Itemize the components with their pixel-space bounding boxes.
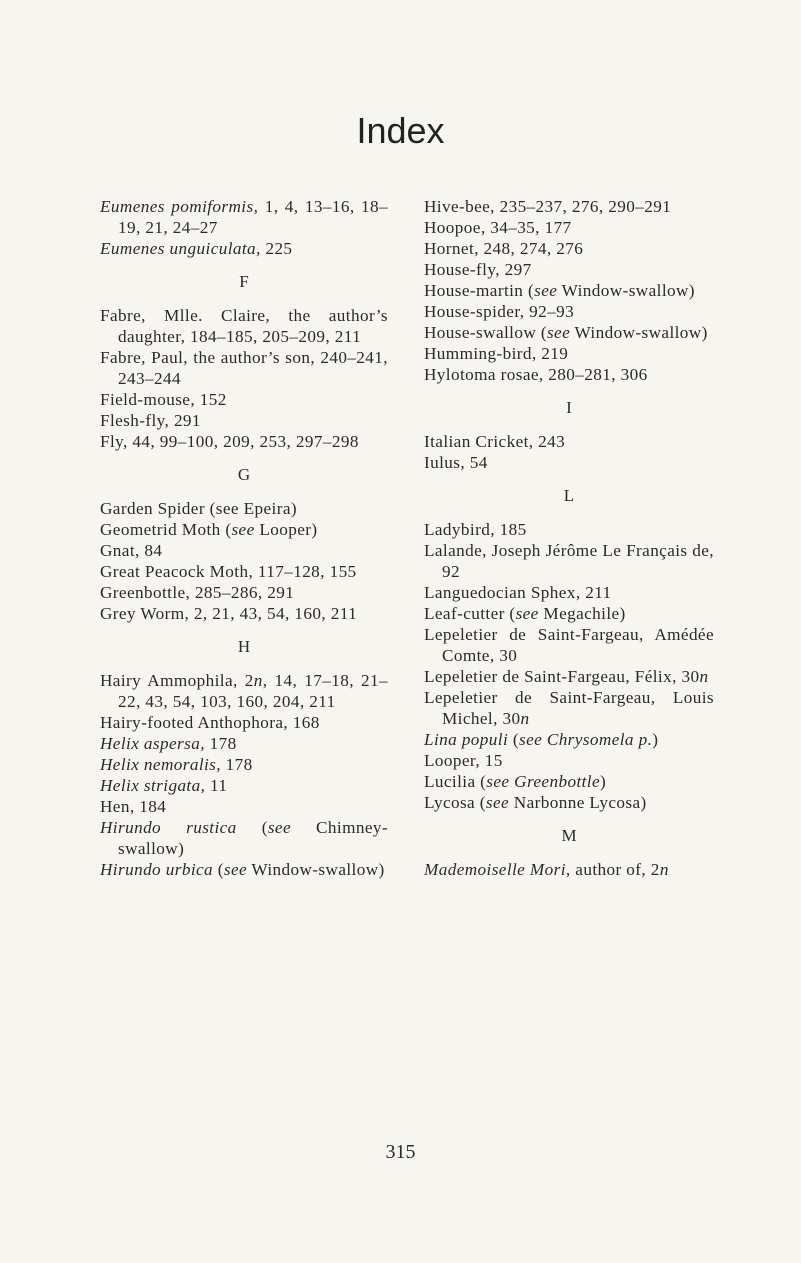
index-entry — [100, 859, 388, 880]
index-entry — [100, 431, 388, 452]
section-letter: G — [237, 465, 251, 484]
index-entry — [424, 603, 714, 624]
index-entry — [424, 364, 714, 385]
index-entry — [424, 687, 714, 729]
index-column-right — [424, 196, 714, 880]
entry-text: Hive-bee, 235–237, 276, 290–291 — [424, 197, 672, 216]
entry-text: Fly, 44, 99–100, 209, 253, 297–298 — [100, 432, 359, 451]
entry-text: Window-swallow) — [570, 323, 708, 342]
index-entry — [424, 280, 714, 301]
entry-text: House-fly, 297 — [424, 260, 532, 279]
index-entry — [100, 389, 388, 410]
entry-text: Chimney-swallow) — [118, 818, 388, 858]
index-entry — [100, 196, 388, 238]
entry-text: Ladybird, 185 — [424, 520, 527, 539]
entry-text: Hairy Ammophila, 2 — [100, 671, 254, 690]
entry-text: Hornet, 248, 274, 276 — [424, 239, 584, 258]
entry-text: Italian Cricket, 243 — [424, 432, 566, 451]
entry-text: Great Peacock Moth, 117–128, 155 — [100, 562, 357, 581]
entry-text: Garden Spider (see Epeira) — [100, 499, 297, 518]
index-entry — [424, 217, 714, 238]
page-number: 315 — [385, 1141, 416, 1163]
entry-text: Hirundo urbica — [100, 860, 214, 879]
index-entry — [100, 519, 388, 540]
entry-text: see — [267, 818, 291, 837]
index-entry — [424, 343, 714, 364]
entry-text: Megachile) — [538, 604, 626, 623]
index-entry — [424, 792, 714, 813]
entry-text: Window-swallow) — [247, 860, 385, 879]
entry-text: Helix aspersa, — [100, 734, 205, 753]
entry-text: Looper) — [254, 520, 318, 539]
entry-text: Fabre, Mlle. Claire, the author’s daughter, 184–185, 205–209, 211 — [100, 306, 388, 346]
index-entry — [100, 817, 388, 859]
entry-text: Mademoiselle Mori, — [424, 860, 571, 879]
entry-text: Lucilia ( — [424, 772, 487, 791]
entry-text: Eumenes pomiformis, — [100, 197, 259, 216]
entry-text: Lalande, Joseph Jérôme Le Français de, 92 — [424, 541, 714, 581]
entry-text: Looper, 15 — [424, 751, 503, 770]
entry-text: Window-swallow) — [557, 281, 695, 300]
entry-text: see Greenbottle — [486, 772, 600, 791]
entry-text: Hirundo rustica — [100, 818, 237, 837]
entry-text: see — [515, 604, 539, 623]
entry-text: see — [223, 860, 248, 879]
entry-text: 178 — [220, 755, 253, 774]
entry-text: n — [520, 709, 530, 728]
entry-text: Field-mouse, 152 — [100, 390, 227, 409]
entry-text: Hairy-footed Anthophora, 168 — [100, 713, 320, 732]
index-entry — [424, 582, 714, 603]
index-entry — [424, 519, 714, 540]
section-letter: M — [561, 826, 577, 845]
index-entry — [424, 322, 714, 343]
index-entry — [424, 238, 714, 259]
index-entry — [424, 624, 714, 666]
entry-text: Lepeletier de Saint-Fargeau, Félix, 30 — [424, 667, 700, 686]
entry-text: see — [546, 323, 571, 342]
index-entry — [100, 410, 388, 431]
entry-text: Eumenes unguiculata, — [100, 239, 261, 258]
entry-text: 11 — [205, 776, 228, 795]
entry-text: n — [699, 667, 709, 686]
section-letter: L — [563, 486, 575, 505]
index-entry — [100, 754, 388, 775]
entry-text: , 14, 17–18, 21–22, 43, 54, 103, 160, 204, 211 — [118, 671, 389, 711]
entry-text: House-swallow ( — [424, 323, 547, 342]
entry-text: 178 — [204, 734, 237, 753]
entry-text: Narbonne Lycosa) — [509, 793, 647, 812]
entry-text: author of, 2 — [570, 860, 660, 879]
index-entry — [424, 196, 714, 217]
entry-text: see Chrysomela p. — [518, 730, 653, 749]
index-entry — [424, 771, 714, 792]
entry-text: Gnat, 84 — [100, 541, 163, 560]
entry-text: Lepeletier de Saint-Fargeau, Louis Michel, 30 — [424, 688, 714, 728]
entry-text: see — [534, 281, 558, 300]
entry-text: Helix strigata, — [100, 776, 206, 795]
section-letter: I — [566, 398, 572, 417]
index-entry — [100, 498, 388, 519]
entry-text: see — [485, 793, 510, 812]
index-entry — [424, 859, 714, 880]
index-entry — [100, 775, 388, 796]
entry-text: Lycosa ( — [424, 793, 486, 812]
entry-text: ( — [213, 860, 224, 879]
entry-text: Helix nemoralis, — [100, 755, 221, 774]
entry-text: n — [253, 671, 263, 690]
entry-text: Lepeletier de Saint-Fargeau, Amédée Comte, 30 — [424, 625, 714, 665]
index-entry — [100, 670, 388, 712]
section-letter: F — [239, 272, 249, 291]
index-entry — [100, 540, 388, 561]
entry-text: House-spider, 92–93 — [424, 302, 575, 321]
index-entry — [424, 750, 714, 771]
entry-text: n — [659, 860, 669, 879]
entry-text: ) — [652, 730, 659, 749]
index-entry — [100, 603, 388, 624]
entry-text: ( — [508, 730, 519, 749]
entry-text: Humming-bird, 219 — [424, 344, 569, 363]
index-entry — [100, 582, 388, 603]
entry-text: Flesh-fly, 291 — [100, 411, 201, 430]
index-entry — [100, 796, 388, 817]
entry-text: Lina populi — [424, 730, 509, 749]
entry-text: Grey Worm, 2, 21, 43, 54, 160, 211 — [100, 604, 358, 623]
entry-text: 225 — [260, 239, 293, 258]
entry-text: Languedocian Sphex, 211 — [424, 583, 612, 602]
index-entry — [424, 259, 714, 280]
entry-text: Iulus, 54 — [424, 453, 488, 472]
index-entry — [100, 305, 388, 347]
entry-text: Fabre, Paul, the author’s son, 240–241, 243–244 — [100, 348, 388, 388]
index-entry — [100, 238, 388, 259]
index-entry — [424, 431, 714, 452]
entry-text: 1, 4, 13–16, 18–19, 21, 24–27 — [118, 197, 388, 237]
entry-text: Geometrid Moth ( — [100, 520, 232, 539]
index-entry — [100, 712, 388, 733]
entry-text: see — [231, 520, 255, 539]
index-entry — [424, 540, 714, 582]
index-entry — [424, 729, 714, 750]
index-entry — [424, 301, 714, 322]
entry-text: Leaf-cutter ( — [424, 604, 516, 623]
section-letter: H — [237, 637, 251, 656]
entry-text: ( — [236, 818, 268, 837]
entry-text: House-martin ( — [424, 281, 535, 300]
index-entry — [424, 452, 714, 473]
index-entry — [100, 733, 388, 754]
entry-text: Hoopoe, 34–35, 177 — [424, 218, 572, 237]
page-title: Index — [356, 110, 445, 151]
entry-text: Greenbottle, 285–286, 291 — [100, 583, 295, 602]
index-entry — [100, 561, 388, 582]
index-entry — [424, 666, 714, 687]
entry-text: Hen, 184 — [100, 797, 167, 816]
entry-text: Hylotoma rosae, 280–281, 306 — [424, 365, 648, 384]
index-entry — [100, 347, 388, 389]
index-column-left — [100, 196, 388, 880]
entry-text: ) — [600, 772, 607, 791]
